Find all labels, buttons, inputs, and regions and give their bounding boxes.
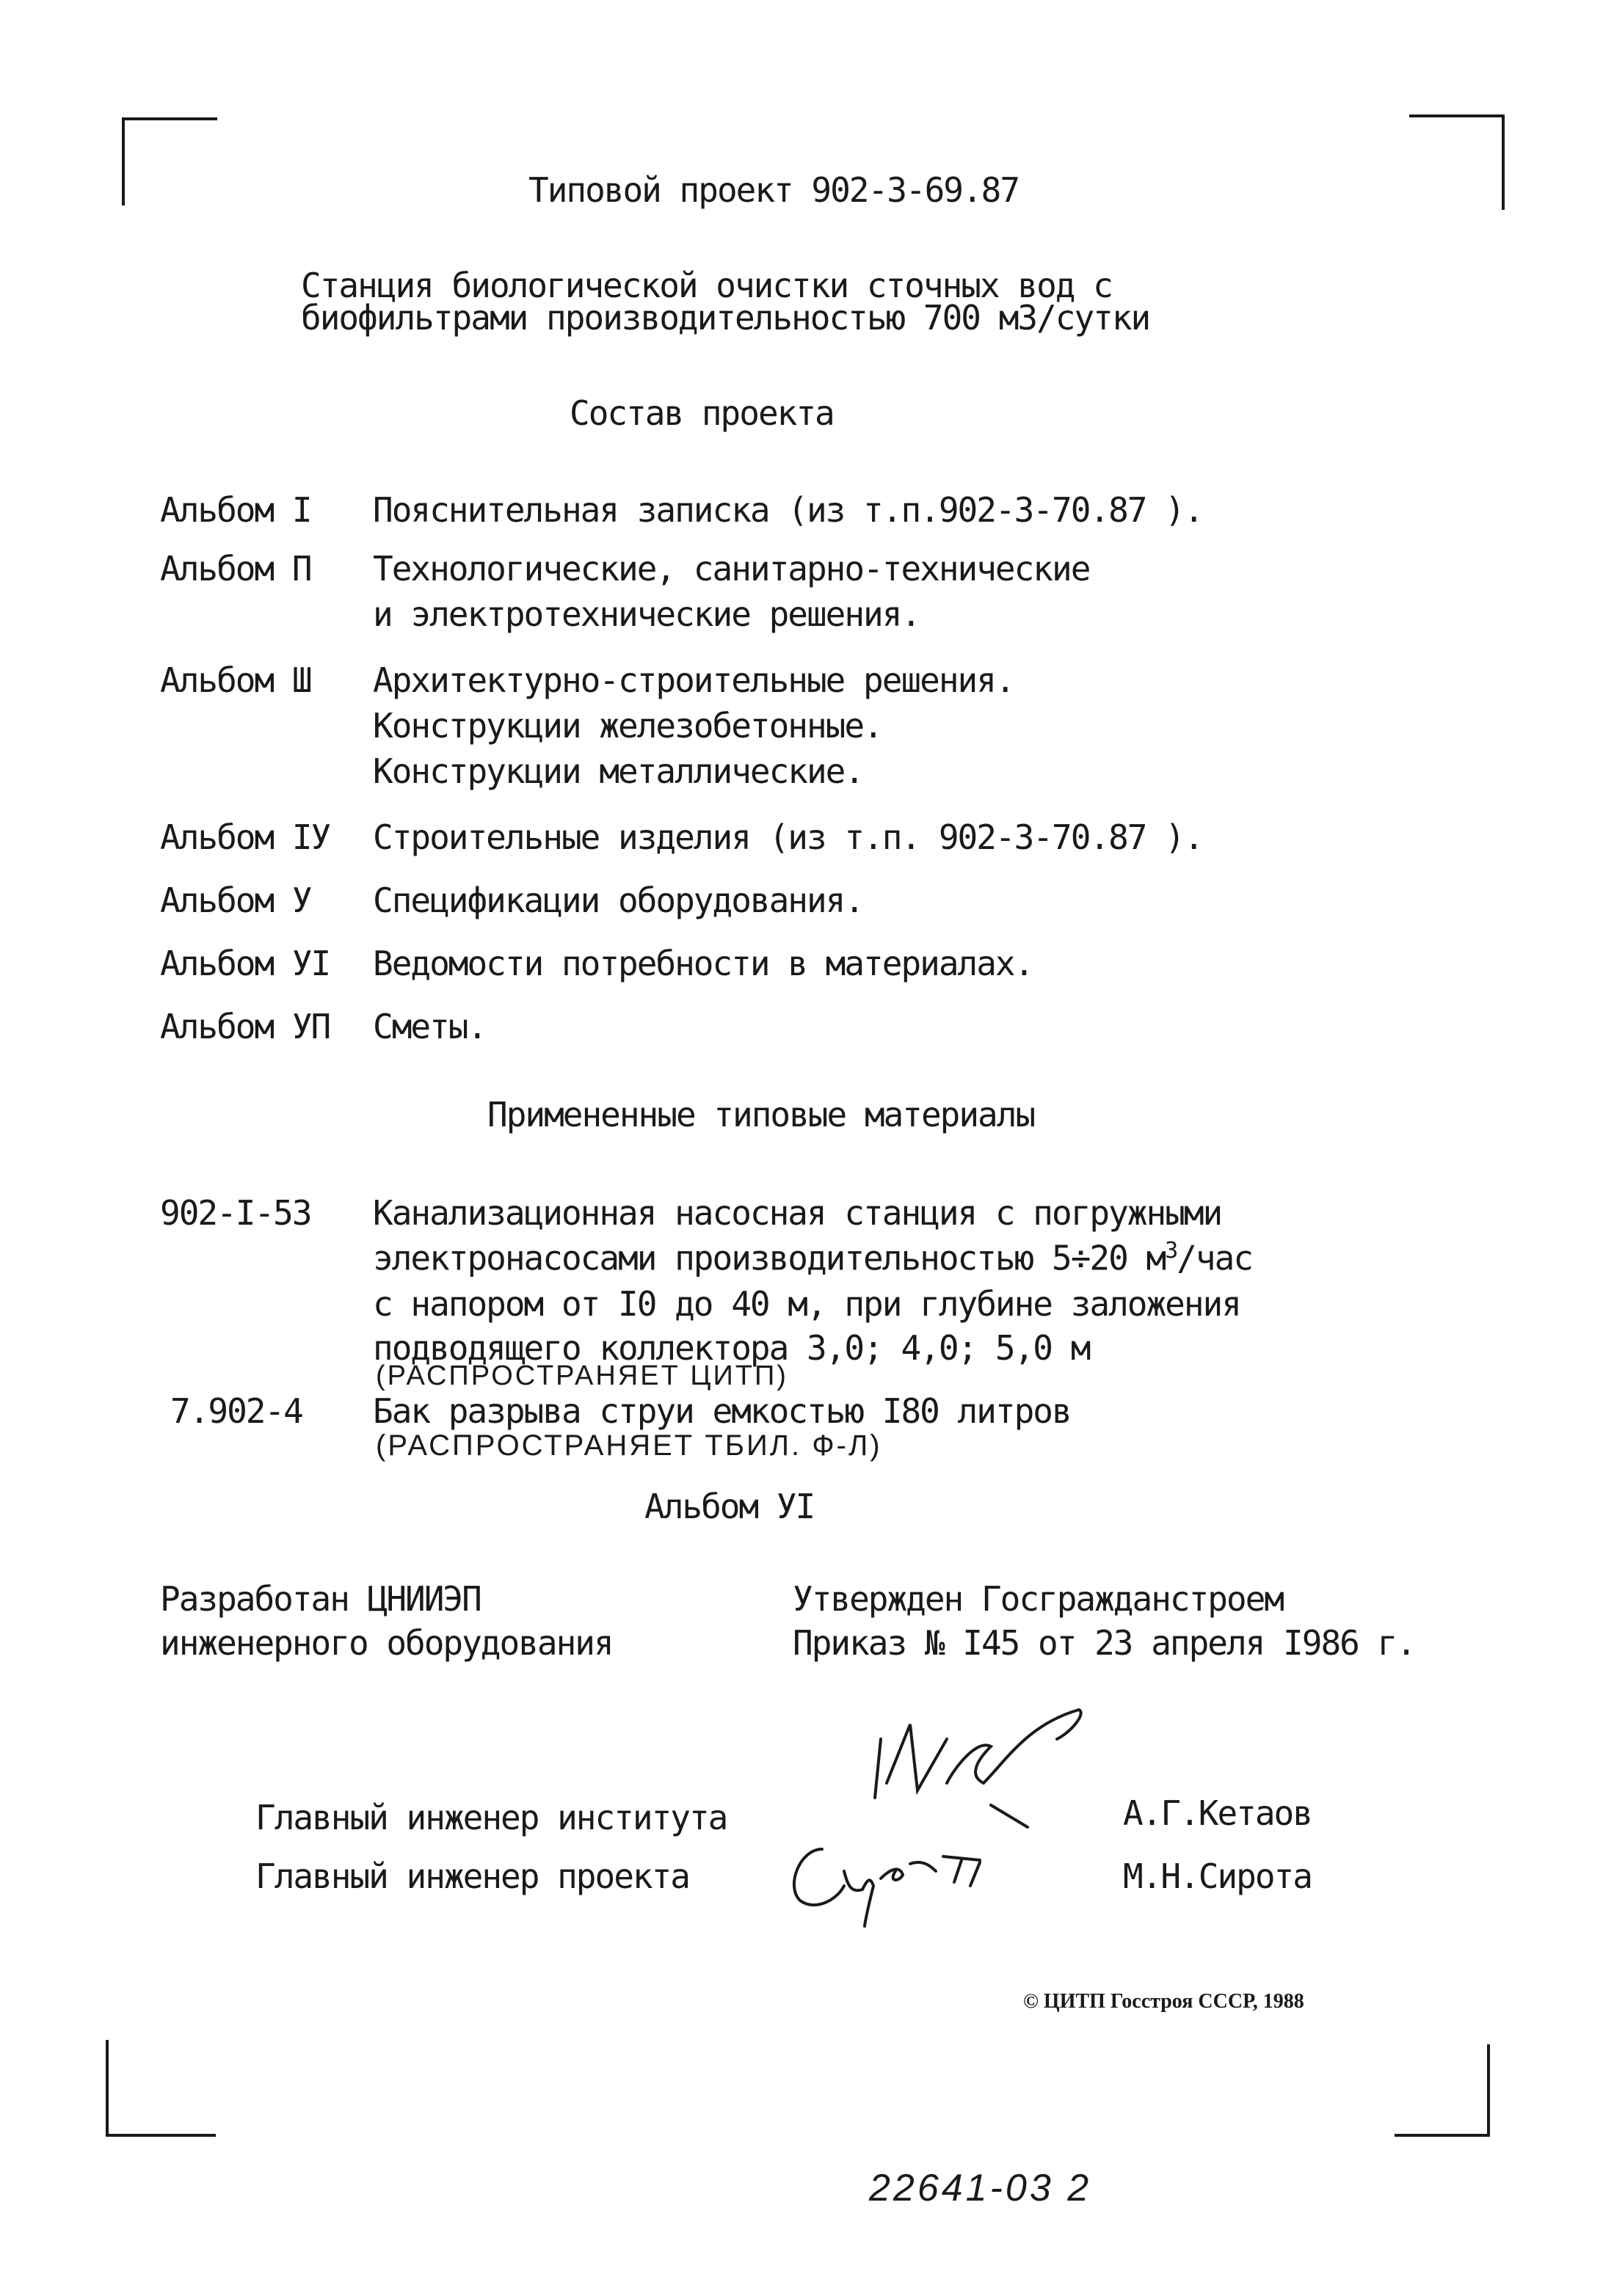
album-label: Альбом IУ xyxy=(160,817,330,857)
signature-name-1: А.Г.Кетаов xyxy=(1123,1793,1312,1833)
material-2-distribution-note: (РАСПРОСТРАНЯЕТ ТБИЛ. Ф-Л) xyxy=(376,1429,882,1462)
album-label: Альбом УI xyxy=(160,944,330,983)
signature-role-2: Главный инженер проекта xyxy=(255,1856,689,1896)
album-label: Альбом I xyxy=(160,490,311,530)
developer-line1: Разработан ЦНИИЭП xyxy=(160,1579,481,1619)
corner-mark-bottom-left-v xyxy=(106,2040,109,2137)
album-desc-line: Ведомости потребности в материалах. xyxy=(373,944,1033,983)
album-label: Альбом Ш xyxy=(160,660,311,700)
signature-name-2: М.Н.Сирота xyxy=(1123,1856,1312,1896)
corner-mark-top-left xyxy=(122,117,217,120)
album-label: Альбом П xyxy=(160,549,311,588)
corner-mark-top-left-v xyxy=(122,117,125,205)
signature-chief-institute xyxy=(866,1695,1101,1834)
material-1-line4: подводящего коллектора 3,0; 4,0; 5,0 м xyxy=(373,1328,1090,1368)
materials-heading: Примененные типовые материалы xyxy=(487,1095,1035,1134)
material-2-line1: Бак разрыва струи емкостью I80 литров xyxy=(373,1391,1071,1431)
album-desc-line: Конструкции металлические. xyxy=(373,751,864,791)
album-desc-line: Архитектурно-строительные решения. xyxy=(373,660,1014,700)
album-desc-line: Строительные изделия (из т.п. 902-3-70.87 ). xyxy=(373,817,1203,857)
album-desc-line: Пояснительная записка (из т.п.902-3-70.87 ). xyxy=(373,490,1203,530)
material-1-line3: с напором от I0 до 40 м, при глубине заложения xyxy=(373,1284,1240,1324)
project-code: Типовой проект 902-3-69.87 xyxy=(528,170,1019,210)
signature-role-1: Главный инженер института xyxy=(255,1798,727,1837)
corner-mark-bottom-right-v xyxy=(1487,2044,1490,2137)
album-desc-line: Сметы. xyxy=(373,1007,487,1046)
album-desc-line: Технологические, санитарно-технические xyxy=(373,549,1090,588)
composition-heading: Состав проекта xyxy=(570,393,834,433)
signature-chief-project xyxy=(778,1820,1028,1930)
copyright: © ЦИТП Госстроя СССР, 1988 xyxy=(1023,1990,1304,2013)
corner-mark-top-right xyxy=(1409,114,1505,117)
developer-line2: инженерного оборудования xyxy=(160,1623,613,1663)
document-number: 22641-03 2 xyxy=(869,2167,1092,2209)
project-title-line1: Станция биологической очистки сточных вод с xyxy=(301,266,1112,305)
album-desc-line: и электротехнические решения. xyxy=(373,594,920,634)
material-1-line2-sup: 3 xyxy=(1165,1238,1177,1264)
material-1-line2-unit: /час xyxy=(1177,1238,1253,1278)
album-label: Альбом УП xyxy=(160,1007,330,1046)
album-desc-line: Конструкции железобетонные. xyxy=(373,706,882,746)
material-1-distribution-note: (РАСПРОСТРАНЯЕТ ЦИТП) xyxy=(376,1360,788,1391)
material-code-2: 7.902-4 xyxy=(170,1391,302,1431)
corner-mark-bottom-left xyxy=(106,2134,216,2137)
material-1-line2 xyxy=(373,1238,1253,1278)
material-1-line2-text: электронасосами производительностью 5÷20 м xyxy=(373,1238,1166,1278)
material-code-1: 902-I-53 xyxy=(160,1193,311,1233)
project-title-line2: биофильтрами производительностью 700 м3/сутки xyxy=(301,298,1150,338)
materials-album-ref: Альбом УI xyxy=(644,1487,815,1526)
approval-line1: Утвержден Госгражданстроем xyxy=(793,1579,1284,1619)
corner-mark-top-right-v xyxy=(1502,114,1505,210)
album-desc-line: Спецификации оборудования. xyxy=(373,881,864,920)
approval-line2: Приказ № I45 от 23 апреля I986 г. xyxy=(793,1623,1415,1663)
material-1-line1: Канализационная насосная станция с погружными xyxy=(373,1193,1222,1233)
corner-mark-bottom-right xyxy=(1395,2134,1490,2137)
album-label: Альбом У xyxy=(160,881,311,920)
